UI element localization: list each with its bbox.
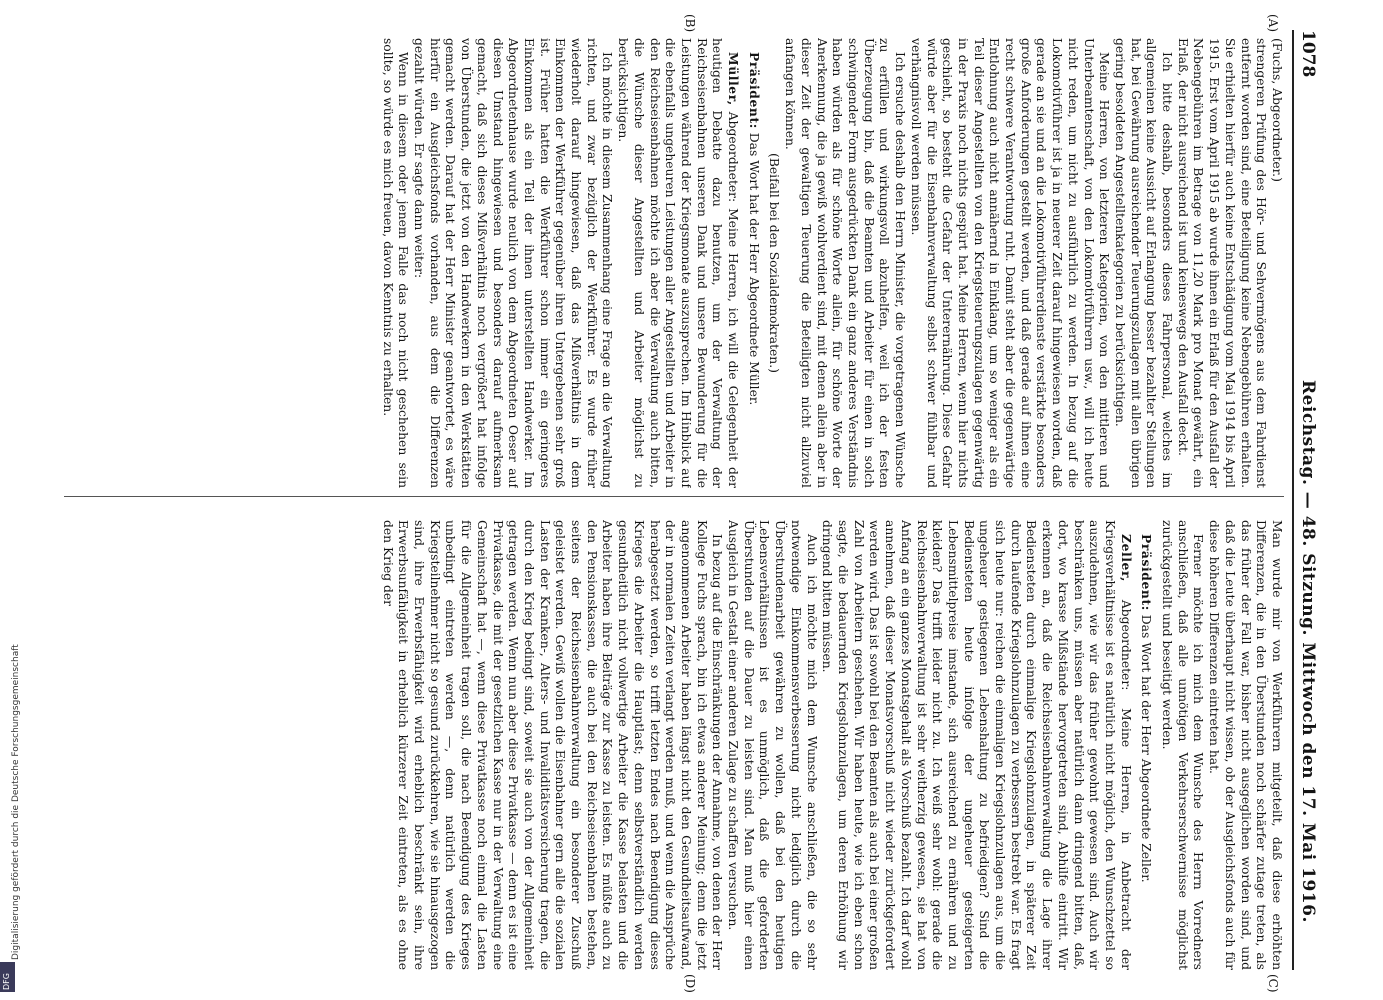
header-rule — [1292, 30, 1294, 970]
paragraph: Abgeordneter: Meine Herren, in Anbetracht der Kriegsverhältnisse ist es natürlich nicht möglich, den Wunschzettel so auszudehnen, wie wir das früher gewohnt gewesen sind. Auch wir beschränken uns, müssen aber natürlich dann dringend bitten, daß, dort, wo krasse Mißstände hervorgetreten sind, Abhilfe eintritt. Wir erkennen an, daß die Reichseisenbahnverwaltung die Lage ihrer Bediensteten durch einmalige Kriegslohnzulagen, in späterer Zeit durch laufende Kriegslohnzulagen zu verbessern bestrebt war. Es fragt sich heute nur: reichen die einmaligen Kriegslohnzulagen aus, um die ungeheuer gestiegenen Lebenshaltung zu befriedigen? Sind die Bediensteten heute infolge der ungeheuer gesteigerten Lebensmittelpreise imstande, sich ausreichend zu ernähren und zu kleiden? Das trifft leider nicht zu. Ich weiß sehr wohl: gerade die Reichseisenbahnverwaltung ist sehr weitherzig gewesen, sie hat von Anfang an ein ganzes Monatsgehalt als Vorschuß bezahlt. Ich darf wohl annehmen, daß dieser Monatsvorschuß nicht wieder zurückgefordert werden wird. Das ist sowohl bei den Beamten als auch bei einer großen Zahl von Arbeitern geschehen. Wir haben heute, wie ich eben schon sagte, die bedauernden Kriegslohnzulagen, um deren Erhöhung wir dringend bitten müssen. — [820, 520, 1133, 970]
page-header — [1294, 30, 1324, 970]
quotation: Wenn in diesem oder jenem Falle das noch nicht geschehen sein sollte, so würde es mich freuen, davon Kenntnis zu erhalten. — [380, 38, 411, 488]
paragraph: Abgeordneter: Meine Herren, ich will die Gelegenheit der heutigen Debatte dazu benutzen, um der Verwaltung der Reichseisenbahnen unseren Dank und unsere Bewunderung für die Leistungen während der Kriegsmonate auszusprechen. Im Hinblick auf die ebenfalls ungeheuren Leistungen aller Angestellten und Arbeiter in den Reichseisenbahnen möchte ich aber die Verwaltung auch bitten, die Wünsche dieser Angestellten und Arbeiter möglichst zu berücksichtigen. — [616, 38, 741, 488]
right-column — [54, 520, 1284, 970]
speaker-name: Müller, — [726, 52, 742, 106]
margin-marker-a: (A) — [1266, 14, 1280, 33]
dfg-logo-text: DFG — [2, 973, 11, 990]
left-column — [54, 38, 1284, 488]
paragraph: Ich ersuche deshalb den Herrn Minister, die vorgetragenen Wünsche zu erfüllen und wirkungsvoll abzuhelfen, weil ich der festen Überzeugung bin, daß die Beamten und Arbeiter für einen in solch schwingender Form ausgedrückten Dank ein ganz anderes Verständnis haben würden als für schöne Worte allein, für schöne Worte der Anerkennung, die ja gewiß wohlverdient sind, mit denen allein aber in dieser Zeit der gewaltigen Teuerung die Beteiligten nicht allzuviel anfangen können. — [783, 38, 908, 488]
rotated-page — [22, 0, 1332, 1000]
paragraph: Ferner möchte ich mich dem Wunsche des Herrn Vorredners anschließen, daß alle unnötigen Verkehrserschwernisse möglichst zurückgestellt und beseitigt werden. — [1160, 520, 1206, 970]
page-number: 1078 — [1298, 30, 1318, 78]
paragraph: Man wurde mir von Werkführern mitgeteilt, daß diese erhöhten Differenzen, die in den Überstunden noch schärfer zutage treten, als das früher der Fall war, bisher nicht ausgeglichen worden sind, und daß die Leute überhaupt nicht wissen, ob der Ausgleichsfonds auch für diese höheren Differenzen eintreten hat. — [1207, 520, 1284, 970]
speaker-name: Präsident: — [746, 52, 762, 129]
paragraph: Meine Herren, von letzteren Kategorien, von den mittleren und Unterbeamtenschaft, von den Lokomotivführern usw., will ich heute nicht reden, um nicht zu ausführlich zu werden. In bezug auf die Lokomotivführer ist ja in neuerer Zeit darauf hingewiesen worden, daß gerade an sie und an die Lokomotivführerdienste verstärkte besonders große Anforderungen gestellt werden, und daß gerade auf ihnen eine recht schwere Verantwortung ruht. Damit steht aber die gegenwärtige Entlohnung auch nicht annähernd in Einklang, um so weniger als ein Teil dieser Angestellten von den Kriegsteuerungszulagen gegenwärtig in der Praxis noch nichts gespürt hat. Meine Herren, wenn hier nichts geschieht, so besteht die Gefahr der Unterernährung. Diese Gefahr würde aber für die Eisenbahnverwaltung selbst schwer fühlbar und verhängnisvoll werden müssen. — [908, 38, 1112, 488]
margin-marker-c: (C) — [1266, 974, 1280, 993]
paragraph: Ich möchte in diesem Zusammenhang eine Frage an die Verwaltung richten, und zwar bezüglich der Werkführer. Es wurde früher wiederholt darauf hingewiesen, daß das Mißverhältnis in dem Einkommen der Werkführer gegenüber ihren Untergebenen sehr groß ist. Früher hatten die Werkführer schon immer ein geringeres Einkommen als ein Teil der ihnen unterstellten Handwerker. Im Abgeordnetenhause wurde neulich von dem Abgeordneten Oeser auf diesen Umstand hingewiesen und besonders darauf aufmerksam gemacht, daß sich dieses Mißverhältnis noch vergrößert hat infolge von Überstunden, die jetzt von den Handwerkern in den Werkstätten gemacht werden. Darauf hat der Herr Minister geantwortet, es wäre hierfür ein Ausgleichsfonds vorhanden, aus dem die Differenzen gezahlt würden. Er sagte dann weiter: — [412, 38, 615, 488]
speaker-name: Zeller, — [1118, 534, 1134, 583]
paragraph: In bezug auf die Einschränkungen der Annahme, von denen der Herr Kollege Fuchs sprach, bin ich etwas anderer Meinung; denn die jetzt angenommenen Arbeiter haben längst nicht den Gesundheitsaufwand, der in normalen Zeiten verlangt werden muß, und wenn die Ansprüche herabgesetzt werden, so trifft letzten Endes nach Beendigung dieses Krieges die Arbeiter die Hauptlast; denn selbstverständlich werden gesundheitlich nicht vollwertige Arbeiter die Kasse belasten und die Arbeiter haben ihre Beiträge zur Kasse zu leisten. Es müßte auch zu den Pensionskassen, die auch bei den Reichseisenbahnen bestehen, seitens der Reichseisenbahnverwaltung ein besonderer Zuschuß geleistet werden. Gewiß wollen die Eisenbahner gern alle die sozialen Lasten der Kranken-, Alters- und Invaliditätsversicherung tragen, die durch den Krieg bedingt sind, soweit sie auch von der Allgemeinheit getragen werden. Wenn nun aber diese Privatkasse — denn es ist eine Privatkasse, die mit der gesetzlichen Kasse nur in der Verwaltung eine Gemeinschaft hat —, wenn diese Privatkasse noch einmal die Lasten für die Allgemeinheit tragen soll, die nach Beendigung des Krieges unbedingt eintreten werden —, denn natürlich werden die Kriegsteilnehmer nicht so gesund zurückkehren, wie sie hinausgezogen sind, ihre Erwerbsfähigkeit wird erheblich beschränkt sein, ihre Erwerbsunfähigkeit in erheblich kürzerer Zeit eintreten, als es ohne den Krieg der — [380, 520, 725, 970]
dfg-logo — [0, 962, 15, 992]
margin-marker-d: (D) — [683, 974, 697, 993]
column-divider — [64, 496, 1284, 497]
paragraph: Das Wort hat der Herr Abgeordnete Zeller. — [1139, 614, 1154, 883]
digitization-note-text: Digitalisierung gefördert durch die Deutsche Forschungsgemeinschaft — [11, 644, 21, 960]
digitization-note — [1, 120, 21, 980]
paragraph: Das Wort hat der Herr Abgeordnete Müller. — [746, 132, 761, 406]
speaker-continuation: (Fuchs, Abgeordneter.) — [1270, 38, 1284, 182]
paragraph: strengeren Prüfung des Hör- und Sehvermögens aus dem Fahrdienst entfernt worden sind, eine Beteiligung keine Nebengebühren erhalten. Sie erhielten hierfür auch keine Entschädigung vom Mai 1914 bis April 1915. Erst vom April 1915 ab wurde ihnen ein Erlaß für den Ausfall der Nebengebühren im Betrage von 11,20 Mark pro Monat gewährt, ein Erlaß, der nicht ausreichend ist und keineswegs den Ausfall deckt. — [1175, 38, 1269, 488]
running-title: Reichstag. — 48. Sitzung. Mittwoch den 17. Mai 1916. — [1298, 380, 1318, 923]
interjection: (Beifall bei den Sozialdemokraten.) — [767, 153, 782, 373]
margin-marker-b: (B) — [683, 14, 697, 33]
speaker-name: Präsident: — [1139, 534, 1155, 611]
paragraph: Ich bitte deshalb, besonders dieses Fahrpersonal, welches im allgemeinen keine Aussicht auf Erlangung besser bezahlter Stellungen hat, bei Gewährung ausreichender Teuerungszulagen mit allen übrigen gering besoldeten Angestelltenkategorien zu berücksichtigen. — [1112, 38, 1175, 488]
paragraph: Auch ich möchte mich dem Wunsche anschließen, die so sehr notwendige Einkommensverbesserung nicht lediglich durch die Überstundenarbeit gewähren zu wollen, daß bei den heutigen Lebensverhältnissen ist es unmöglich, daß die geforderten Überstunden auf die Dauer zu leisten sind. Man muß hier einen Ausgleich in Gestalt einer anderen Zulage zu schaffen versuchen. — [726, 520, 819, 970]
